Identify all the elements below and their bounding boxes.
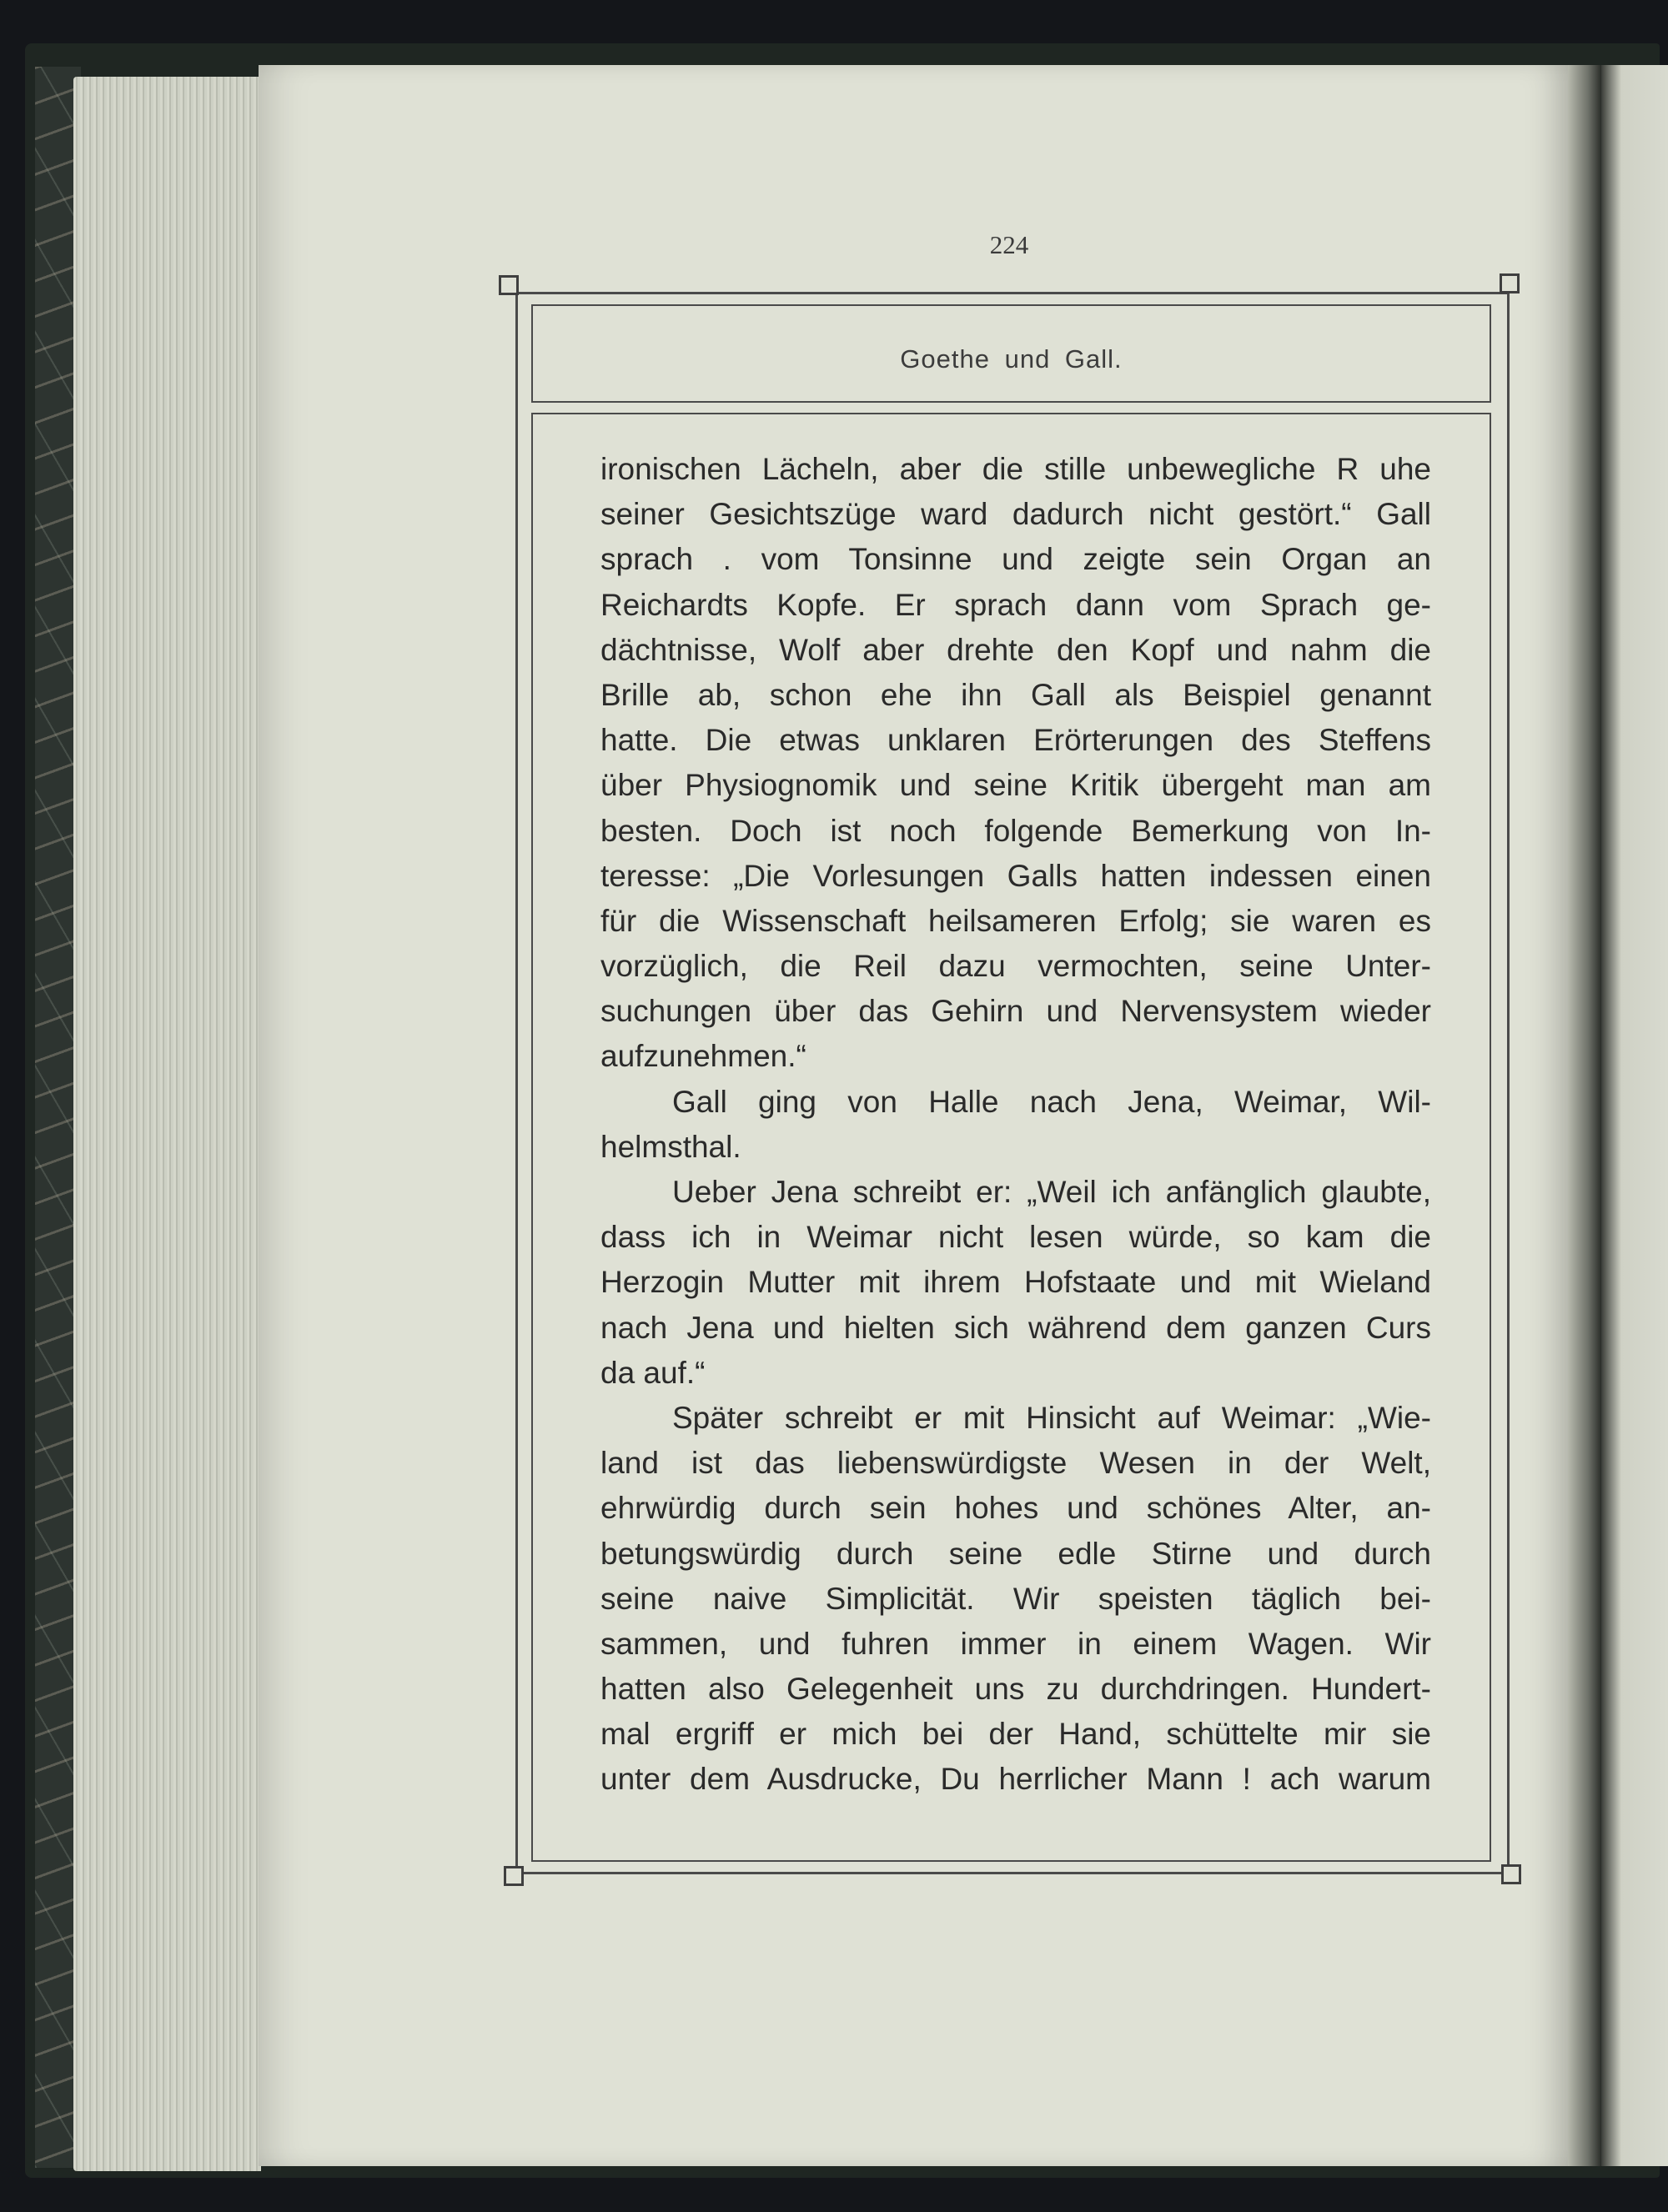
text-line: mal ergriff er mich bei der Hand, schüttelte mir sie [600,1717,1431,1752]
text-line: aufzunehmen.“ [600,1039,806,1074]
text-line: dass ich in Weimar nicht lesen würde, so kam die [600,1220,1431,1255]
text-line: ironischen Lächeln, aber die stille unbewegliche R uhe [600,452,1431,486]
text-line: für die Wissenschaft heilsameren Erfolg; sie waren es [600,903,1431,938]
book-gutter [1568,65,1601,2166]
text-line: hatte. Die etwas unklaren Erörterungen des Steffens [600,723,1431,758]
text-line: Gall ging von Halle nach Jena, Weimar, Wil- [672,1084,1431,1119]
frame-corner-ornament [1500,273,1520,293]
text-line: seiner Gesichtszüge ward dadurch nicht gestört.“ Gall [600,497,1431,532]
text-line: ehrwürdig durch sein hohes und schönes Alter, an- [600,1491,1431,1526]
text-line: über Physiognomik und seine Kritik übergeht man am [600,768,1431,803]
text-line: da auf.“ [600,1355,706,1390]
text-line: betungswürdig durch seine edle Stirne und durch [600,1536,1431,1571]
body-text [600,447,1431,1803]
text-line: vorzüglich, die Reil dazu vermochten, seine Unter- [600,949,1431,984]
text-line: sammen, und fuhren immer in einem Wagen. Wir [600,1626,1431,1661]
text-line: dächtnisse, Wolf aber drehte den Kopf und nahm die [600,632,1431,667]
text-line: land ist das liebenswürdigste Wesen in der Welt, [600,1446,1431,1481]
text-line: besten. Doch ist noch folgende Bemerkung von In- [600,813,1431,848]
page-number: 224 [989,230,1029,259]
text-line: Später schreibt er mit Hinsicht auf Weimar: „Wie- [672,1400,1431,1435]
text-line: unter dem Ausdrucke, Du herrlicher Mann ! ach warum [600,1762,1431,1797]
header-box [531,304,1491,403]
running-head: Goethe und Gall. [900,344,1123,374]
frame-corner-ornament [504,1866,524,1886]
next-page-edge [1601,65,1668,2166]
page-edges [73,77,261,2171]
text-line: hatten also Gelegenheit uns zu durchdringen. Hundert- [600,1672,1431,1707]
text-line: Herzogin Mutter mit ihrem Hofstaate und mit Wieland [600,1265,1431,1300]
frame-corner-ornament [499,275,519,295]
text-line: Brille ab, schon ehe ihn Gall als Beispiel genannt [600,677,1431,712]
text-line: nach Jena und hielten sich während dem ganzen Curs [600,1310,1431,1345]
text-line: Ueber Jena schreibt er: „Weil ich anfänglich glaubte, [672,1175,1431,1209]
text-line: teresse: „Die Vorlesungen Galls hatten indessen einen [600,858,1431,893]
text-line: suchungen über das Gehirn und Nervensystem wieder [600,994,1431,1029]
text-line: helmsthal. [600,1129,741,1164]
text-line: Reichardts Kopfe. Er sprach dann vom Sprach ge- [600,587,1431,622]
text-line: seine naive Simplicität. Wir speisten täglich bei- [600,1581,1431,1616]
text-line: sprach . vom Tonsinne und zeigte sein Organ an [600,542,1431,577]
frame-corner-ornament [1501,1864,1521,1884]
